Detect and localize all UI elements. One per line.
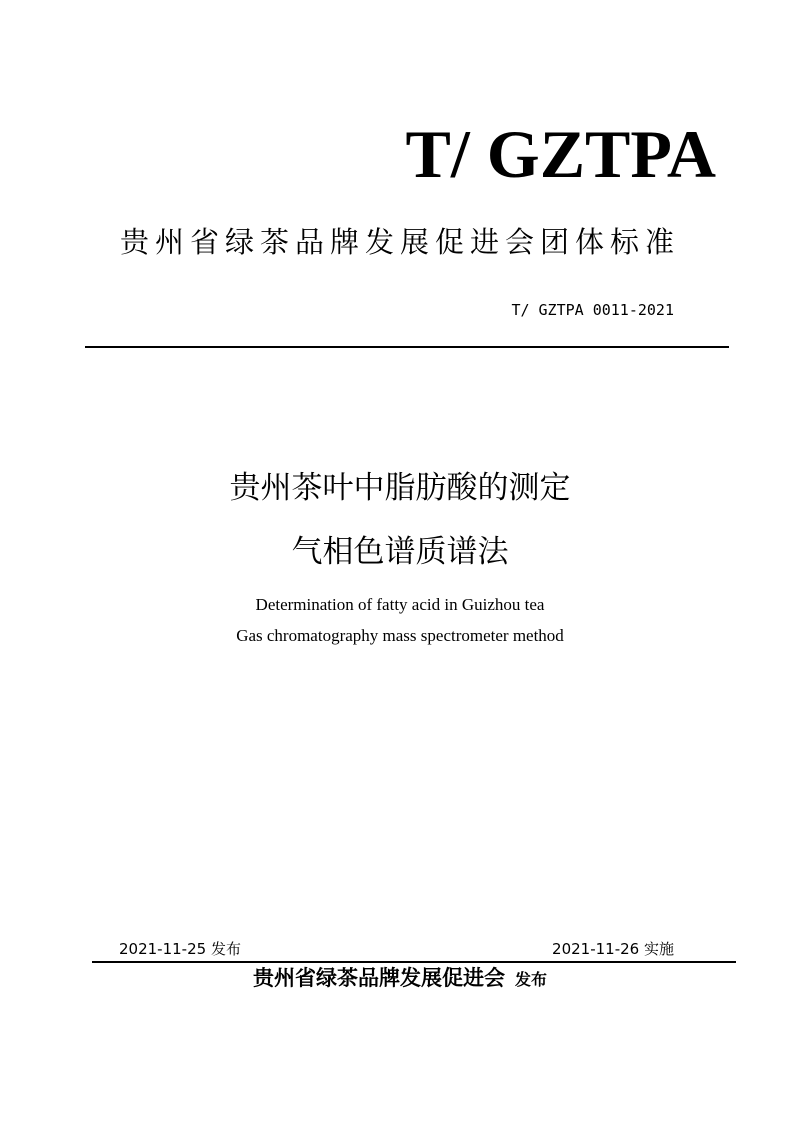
effective-date: 2021-11-26 实施: [552, 940, 674, 958]
standard-code-logo: T/ GZTPA: [405, 116, 716, 192]
publish-date: 2021-11-25 发布: [119, 940, 241, 958]
publisher-name: 贵州省绿茶品牌发展促进会: [252, 966, 505, 990]
document-title-en-line2: Gas chromatography mass spectrometer method: [236, 626, 564, 645]
publisher-suffix: 发布: [514, 970, 547, 989]
standard-number: T/ GZTPA 0011-2021: [511, 301, 674, 319]
document-title-cn-line1: 贵州茶叶中脂肪酸的测定: [229, 470, 571, 506]
document-title-cn-line2: 气相色谱质谱法: [291, 534, 509, 570]
organization-standard-title: 贵州省绿茶品牌发展促进会团体标准: [119, 225, 680, 259]
publisher-line: [0, 963, 800, 995]
document-title-en-line1: Determination of fatty acid in Guizhou tea: [255, 595, 545, 614]
top-divider: [85, 346, 729, 348]
